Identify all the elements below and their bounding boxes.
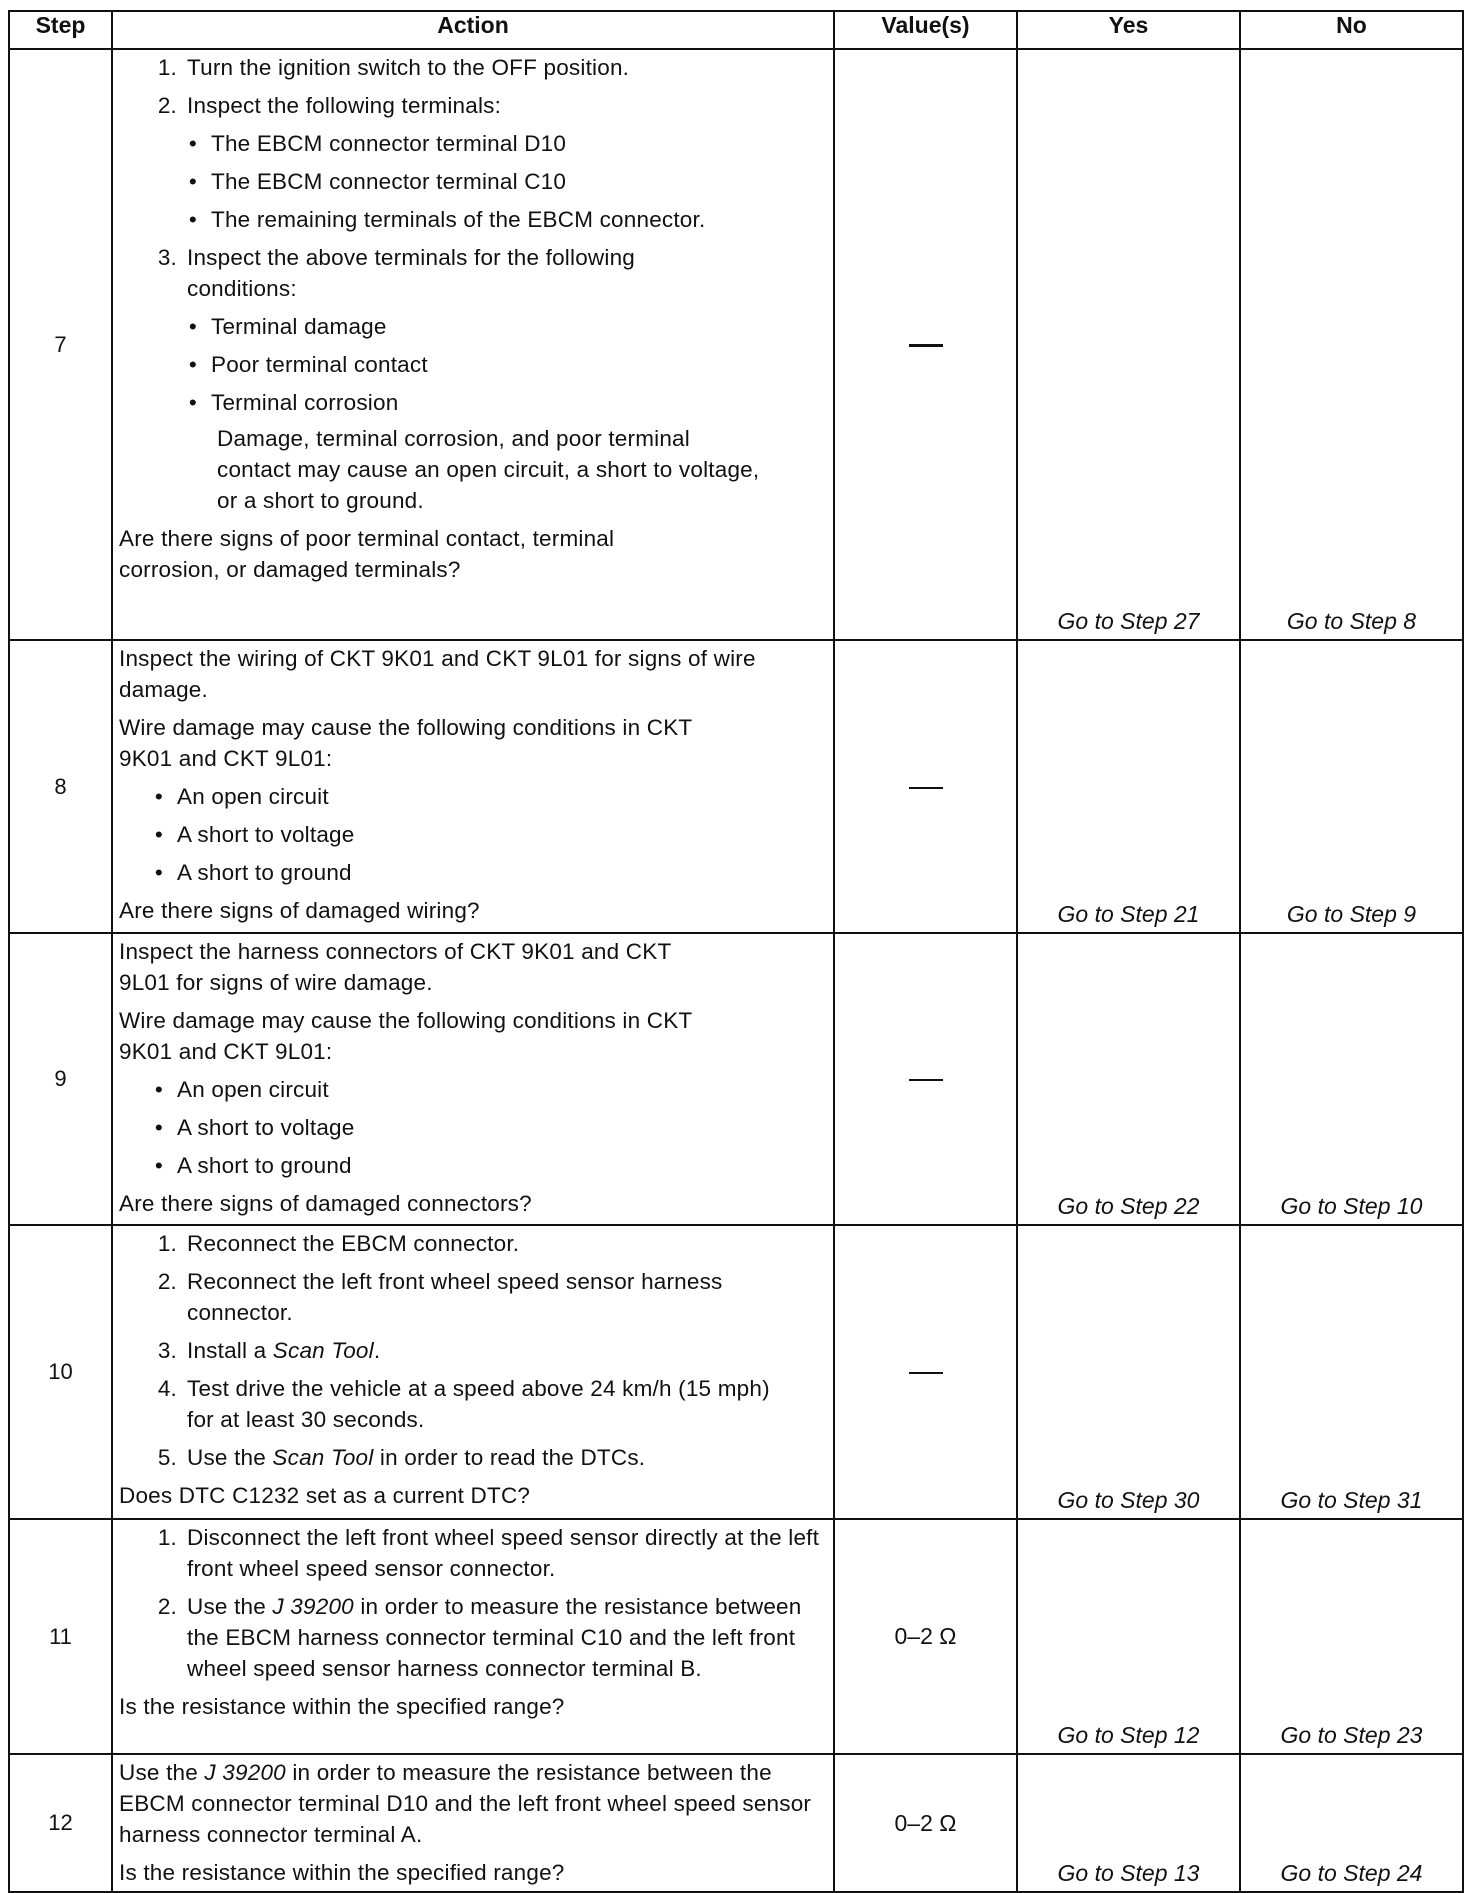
action-cell <box>112 933 834 1225</box>
bullet-item <box>119 781 825 812</box>
note-text: Damage, terminal corrosion, and poor terminal contact may cause an open circuit, a short to voltage, or a short to ground. <box>217 426 760 513</box>
paragraph: Wire damage may cause the following conditions in CKT 9K01 and CKT 9L01: <box>119 1008 692 1064</box>
bullet-item <box>119 1150 825 1181</box>
item-number: 1. <box>157 55 177 80</box>
item-text-post: . <box>373 1338 381 1363</box>
action-cell <box>112 1754 834 1892</box>
item-text: Reconnect the EBCM connector. <box>187 1231 520 1256</box>
no-action: Go to Step 8 <box>1240 49 1463 640</box>
bullet-item <box>119 1112 825 1143</box>
tool-term: J 39200 <box>272 1594 354 1619</box>
bullet-text: An open circuit <box>177 1077 329 1102</box>
item-number: 1. <box>157 1231 177 1256</box>
table-row-step-9 <box>9 933 1463 1225</box>
bullet-icon: • <box>154 1077 163 1102</box>
numbered-item <box>119 242 825 304</box>
header-values: Value(s) <box>834 11 1017 49</box>
item-text: Turn the ignition switch to the OFF position. <box>187 55 630 80</box>
question-text: Is the resistance within the specified range? <box>119 1694 565 1719</box>
item-text: Test drive the vehicle at a speed above 24 km/h (15 mph) for at least 30 seconds. <box>187 1376 770 1432</box>
question-text: Are there signs of damaged connectors? <box>119 1191 532 1216</box>
table-header-row <box>9 11 1463 49</box>
value-dash <box>909 1372 943 1374</box>
bullet-item <box>119 857 825 888</box>
table-row-step-7 <box>9 49 1463 640</box>
bullet-text: The EBCM connector terminal C10 <box>211 169 567 194</box>
value-dash <box>909 1079 943 1081</box>
numbered-item <box>119 1442 825 1473</box>
question-text: Are there signs of poor terminal contact, terminal corrosion, or damaged terminals? <box>119 526 615 582</box>
yes-action: Go to Step 27 <box>1017 49 1240 640</box>
diagnostic-table <box>8 10 1464 1893</box>
action-cell <box>112 49 834 640</box>
no-action: Go to Step 23 <box>1240 1519 1463 1754</box>
numbered-item <box>119 1335 825 1366</box>
numbered-item <box>119 1266 825 1328</box>
table-row-step-11 <box>9 1519 1463 1754</box>
step-number: 11 <box>9 1519 112 1754</box>
item-number: 2. <box>157 93 177 118</box>
bullet-item <box>119 311 825 342</box>
action-cell <box>112 1519 834 1754</box>
no-action: Go to Step 10 <box>1240 933 1463 1225</box>
numbered-item <box>119 1522 825 1584</box>
table-row-step-12 <box>9 1754 1463 1892</box>
numbered-item <box>119 1228 825 1259</box>
value-cell: 0–2 Ω <box>834 1519 1017 1754</box>
bullet-text: An open circuit <box>177 784 329 809</box>
bullet-icon: • <box>154 860 163 885</box>
bullet-text: Terminal corrosion <box>211 390 399 415</box>
item-number: 2. <box>157 1269 177 1294</box>
item-text-pre: Use the <box>187 1594 273 1619</box>
paragraph-pre: Use the <box>119 1760 205 1785</box>
value-cell <box>834 640 1017 933</box>
bullet-text: A short to ground <box>177 860 352 885</box>
bullet-icon: • <box>188 169 197 194</box>
step-number: 9 <box>9 933 112 1225</box>
item-text <box>187 1591 825 1684</box>
bullet-icon: • <box>188 352 197 377</box>
numbered-item <box>119 1373 825 1435</box>
value-cell <box>834 49 1017 640</box>
item-text-pre: Use the <box>187 1445 273 1470</box>
value-cell <box>834 933 1017 1225</box>
action-cell <box>112 640 834 933</box>
bullet-item <box>119 349 825 380</box>
no-action: Go to Step 31 <box>1240 1225 1463 1519</box>
bullet-item <box>119 166 825 197</box>
numbered-item <box>119 52 825 83</box>
paragraph-post: in order to measure the resistance between the EBCM connector terminal D10 and the left front wheel speed sensor harness connector terminal A. <box>119 1760 812 1847</box>
item-number: 3. <box>157 1338 177 1363</box>
item-number: 2. <box>157 1594 177 1619</box>
item-number: 1. <box>157 1525 177 1550</box>
item-text: Inspect the following terminals: <box>187 93 502 118</box>
item-number: 5. <box>157 1445 177 1470</box>
header-step: Step <box>9 11 112 49</box>
item-text: Inspect the above terminals for the following conditions: <box>187 245 635 301</box>
scan-tool-term: Scan Tool <box>272 1445 374 1470</box>
bullet-text: Poor terminal contact <box>211 352 428 377</box>
tool-term: J 39200 <box>204 1760 286 1785</box>
scan-tool-term: Scan Tool <box>272 1338 374 1363</box>
no-action: Go to Step 24 <box>1240 1754 1463 1892</box>
item-text-pre: Install a <box>187 1338 273 1363</box>
bullet-item <box>119 819 825 850</box>
item-number: 4. <box>157 1376 177 1401</box>
value-dash <box>909 344 943 347</box>
header-yes: Yes <box>1017 11 1240 49</box>
yes-action: Go to Step 12 <box>1017 1519 1240 1754</box>
numbered-item <box>119 90 825 121</box>
item-text: Disconnect the left front wheel speed sensor directly at the left front wheel speed sensor connector. <box>187 1525 820 1581</box>
header-no: No <box>1240 11 1463 49</box>
bullet-text: Terminal damage <box>211 314 387 339</box>
bullet-icon: • <box>154 784 163 809</box>
question-text: Does DTC C1232 set as a current DTC? <box>119 1483 531 1508</box>
yes-action: Go to Step 22 <box>1017 933 1240 1225</box>
bullet-text: A short to voltage <box>177 1115 355 1140</box>
bullet-item <box>119 128 825 159</box>
bullet-icon: • <box>154 1115 163 1140</box>
paragraph <box>119 1757 825 1850</box>
step-number: 10 <box>9 1225 112 1519</box>
yes-action: Go to Step 21 <box>1017 640 1240 933</box>
item-text: Reconnect the left front wheel speed sensor harness connector. <box>187 1269 723 1325</box>
bullet-item <box>119 387 825 418</box>
bullet-text: The EBCM connector terminal D10 <box>211 131 567 156</box>
action-cell <box>112 1225 834 1519</box>
bullet-icon: • <box>188 314 197 339</box>
yes-action: Go to Step 30 <box>1017 1225 1240 1519</box>
table-row-step-8 <box>9 640 1463 933</box>
paragraph: Inspect the harness connectors of CKT 9K01 and CKT 9L01 for signs of wire damage. <box>119 939 671 995</box>
item-number: 3. <box>157 245 177 270</box>
numbered-item <box>119 1591 825 1684</box>
step-number: 12 <box>9 1754 112 1892</box>
table-row-step-10 <box>9 1225 1463 1519</box>
question-text: Is the resistance within the specified range? <box>119 1860 565 1885</box>
bullet-icon: • <box>154 822 163 847</box>
item-text <box>187 1335 825 1366</box>
value-cell: 0–2 Ω <box>834 1754 1017 1892</box>
bullet-icon: • <box>188 131 197 156</box>
item-text-post: in order to read the DTCs. <box>373 1445 646 1470</box>
bullet-text: A short to voltage <box>177 822 355 847</box>
bullet-icon: • <box>188 390 197 415</box>
bullet-text: The remaining terminals of the EBCM connector. <box>211 207 706 232</box>
bullet-icon: • <box>154 1153 163 1178</box>
question-text: Are there signs of damaged wiring? <box>119 898 480 923</box>
diagnostic-table-page <box>8 10 1462 1886</box>
bullet-item <box>119 1074 825 1105</box>
bullet-text: A short to ground <box>177 1153 352 1178</box>
value-cell <box>834 1225 1017 1519</box>
no-action: Go to Step 9 <box>1240 640 1463 933</box>
step-number: 7 <box>9 49 112 640</box>
item-text <box>187 1442 825 1473</box>
bullet-item <box>119 204 825 235</box>
value-dash <box>909 787 943 789</box>
item-text-post: in order to measure the resistance between the EBCM harness connector terminal C10 and the left front wheel speed sensor harness connector terminal B. <box>187 1594 802 1681</box>
yes-action: Go to Step 13 <box>1017 1754 1240 1892</box>
step-number: 8 <box>9 640 112 933</box>
paragraph: Inspect the wiring of CKT 9K01 and CKT 9L01 for signs of wire damage. <box>119 646 756 702</box>
header-action: Action <box>112 11 834 49</box>
bullet-icon: • <box>188 207 197 232</box>
paragraph: Wire damage may cause the following conditions in CKT 9K01 and CKT 9L01: <box>119 715 692 771</box>
